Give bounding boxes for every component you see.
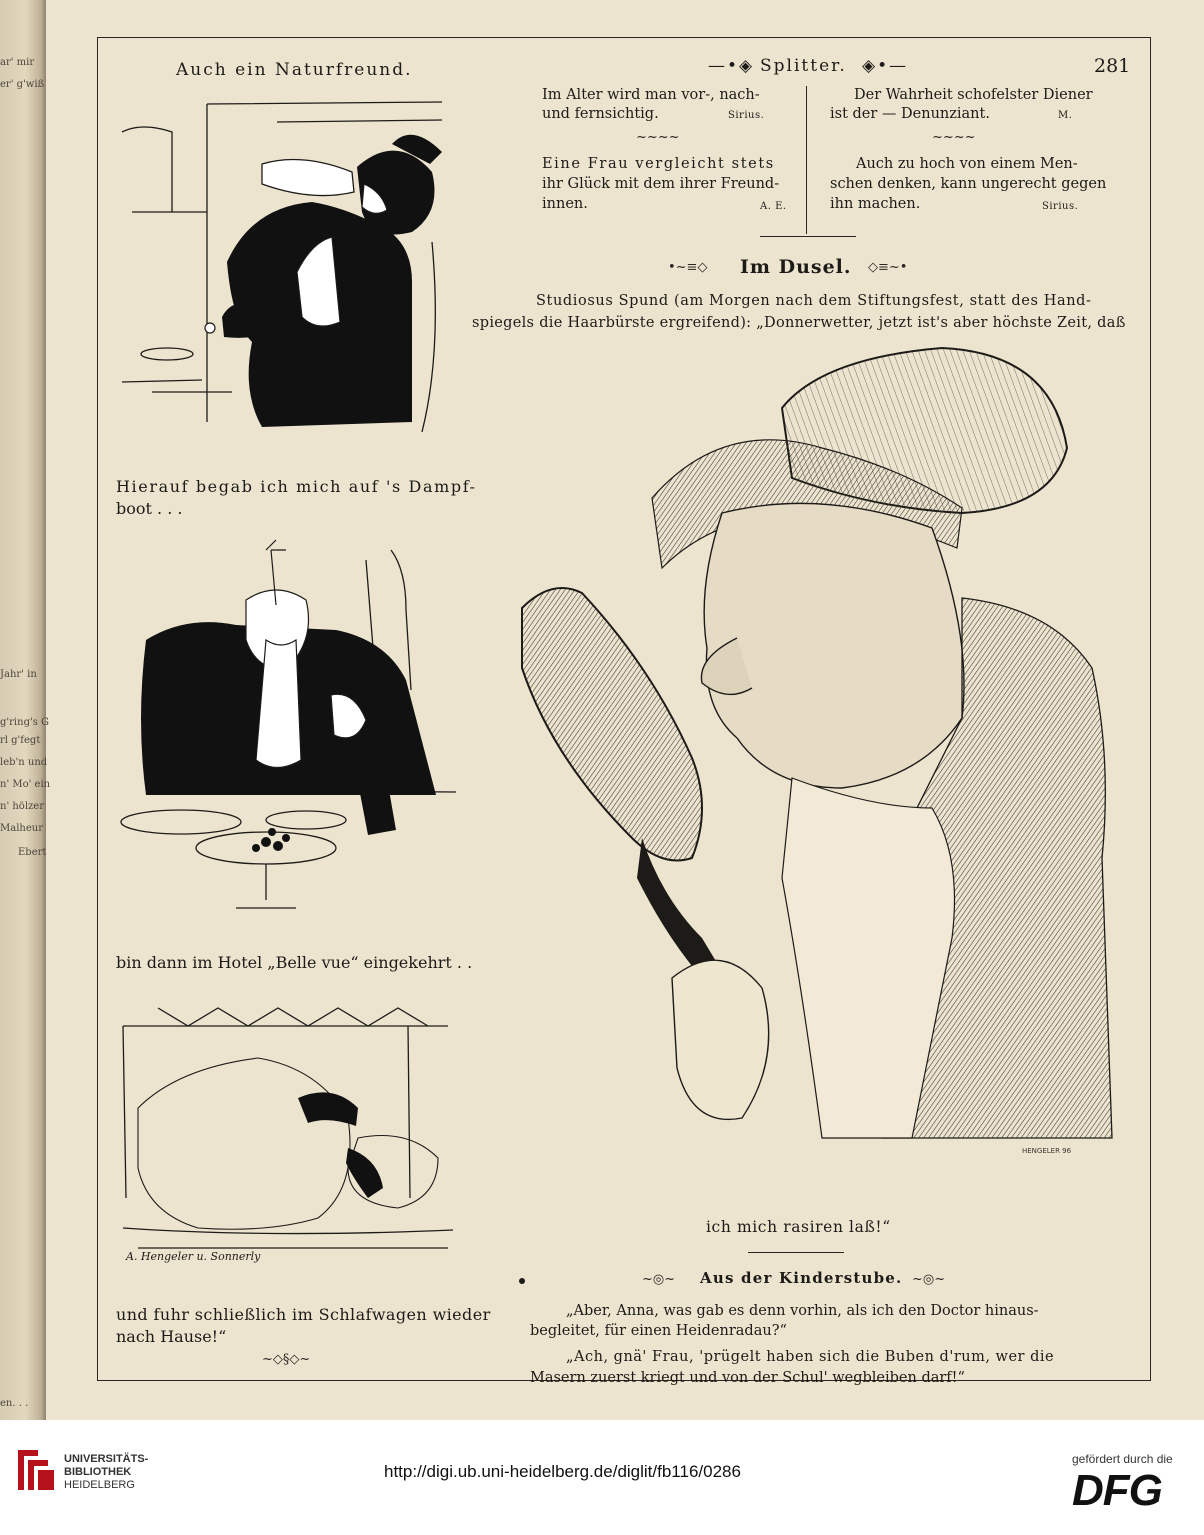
- splitter-2-author: M.: [1058, 110, 1073, 121]
- library-name-line: UNIVERSITÄTS-: [64, 1453, 149, 1465]
- dusel-ornament: •~≡◇: [668, 260, 708, 275]
- section-rule: [748, 1252, 844, 1253]
- section-rule: [760, 236, 856, 237]
- kinderstube-text-3: „Ach, gnä' Frau, 'prügelt haben sich die Buben d'rum, wer die: [566, 1349, 1055, 1365]
- dusel-text-1: Studiosus Spund (am Morgen nach dem Stiftungsfest, statt des Hand-: [536, 293, 1092, 309]
- previous-page-edge: [0, 0, 51, 1420]
- permalink-url[interactable]: http://digi.ub.uni-heidelberg.de/diglit/fb116/0286: [384, 1462, 741, 1481]
- illustration-sleeping-car: [118, 998, 458, 1268]
- splitter-heading: Splitter.: [760, 56, 847, 76]
- dusel-text-2: spiegels die Haarbürste ergreifend): „Donnerwetter, jetzt ist's aber höchste Zeit, daß: [472, 315, 1126, 331]
- left-column-title: Auch ein Naturfreund.: [176, 60, 413, 80]
- caption-dampfboot-1: Hierauf begab ich mich auf 's Dampf-: [116, 477, 477, 496]
- kinderstube-ornament: ~◎~: [642, 1272, 676, 1287]
- artist-mark: HENGELER 96: [1022, 1147, 1072, 1155]
- illustration-signature: A. Hengeler u. Sonnerly: [126, 1250, 261, 1263]
- library-name-line: HEIDELBERG: [64, 1479, 135, 1491]
- kinderstube-text-1: „Aber, Anna, was gab es denn vorhin, als ich den Doctor hinaus-: [566, 1303, 1039, 1319]
- caption-schlafwagen-1: und fuhr schließlich im Schlafwagen wieder: [116, 1305, 491, 1324]
- splitter-2-line: Der Wahrheit schofelster Diener: [854, 87, 1093, 103]
- margin-fragment: leb'n und: [0, 757, 48, 768]
- footer-bar: [0, 1420, 1204, 1535]
- margin-fragment: er' g'wiß: [0, 79, 45, 90]
- splitter-1-line: Im Alter wird man vor-, nach-: [542, 87, 760, 103]
- splitter-1-author: Sirius.: [728, 110, 765, 121]
- margin-fragment: rl g'fegt: [0, 735, 41, 746]
- kinderstube-ornament: ~◎~: [912, 1272, 946, 1287]
- illustration-hotel-dinner: [106, 530, 466, 930]
- margin-fragment: en. . .: [0, 1398, 29, 1409]
- splitter-4-line: Auch zu hoch von einem Men-: [856, 156, 1078, 172]
- splitter-separator: ~~~~: [636, 130, 680, 145]
- library-name-line: BIBLIOTHEK: [64, 1466, 132, 1478]
- funder-label: gefördert durch die: [1072, 1452, 1173, 1466]
- dusel-heading: Im Dusel.: [740, 256, 852, 278]
- margin-fragment: Jahr' in: [0, 669, 37, 680]
- kinderstube-text-2: begleitet, für einen Heidenradau?“: [530, 1323, 787, 1339]
- splitter-4-author: Sirius.: [1042, 201, 1079, 212]
- dusel-end-line: ich mich rasiren laß!“: [706, 1218, 891, 1236]
- splitter-4-line: schen denken, kann ungerecht gegen: [830, 176, 1107, 192]
- caption-schlafwagen-2: nach Hause!“: [116, 1327, 227, 1346]
- dusel-ornament: ◇≡~•: [868, 260, 908, 275]
- splitter-heading-ornament: —•◈: [708, 56, 755, 76]
- splitter-2-line: ist der — Denunziant.: [830, 106, 990, 122]
- dfg-logo: DFG: [1072, 1466, 1162, 1515]
- caption-hotel: bin dann im Hotel „Belle vue“ eingekehrt . .: [116, 953, 473, 972]
- margin-fragment: Malheur: [0, 823, 43, 834]
- splitter-4-line: ihn machen.: [830, 196, 921, 212]
- splitter-heading-ornament: ◈•—: [862, 56, 909, 76]
- caption-dampfboot-2: boot . . .: [116, 499, 183, 518]
- illustration-student-with-hairbrush: [492, 338, 1137, 1158]
- margin-fragment: g'ring's G: [0, 717, 50, 728]
- ink-dot: [519, 1278, 525, 1284]
- kinderstube-heading: Aus der Kinderstube.: [700, 1269, 903, 1287]
- end-ornament: ~◇§◇~: [262, 1352, 311, 1367]
- library-logo-icon: [14, 1446, 56, 1494]
- margin-fragment: n' hölzer: [0, 801, 44, 812]
- illustration-drinking-man: [112, 92, 457, 462]
- splitter-3-line: Eine Frau vergleicht stets: [542, 156, 775, 172]
- splitter-3-line: ihr Glück mit dem ihrer Freund-: [542, 176, 780, 192]
- splitter-1-line: und fernsichtig.: [542, 106, 659, 122]
- margin-fragment: n' Mo' ein: [0, 779, 51, 790]
- splitter-3-author: A. E.: [760, 201, 787, 212]
- splitter-3-line: innen.: [542, 196, 588, 212]
- margin-fragment: ar' mir: [0, 57, 35, 68]
- splitter-divider: [806, 86, 807, 234]
- splitter-separator: ~~~~: [932, 130, 976, 145]
- page-number: 281: [1094, 55, 1131, 77]
- margin-fragment: Ebert: [18, 847, 47, 858]
- kinderstube-text-4: Masern zuerst kriegt und von der Schul' wegbleiben darf!“: [530, 1370, 965, 1386]
